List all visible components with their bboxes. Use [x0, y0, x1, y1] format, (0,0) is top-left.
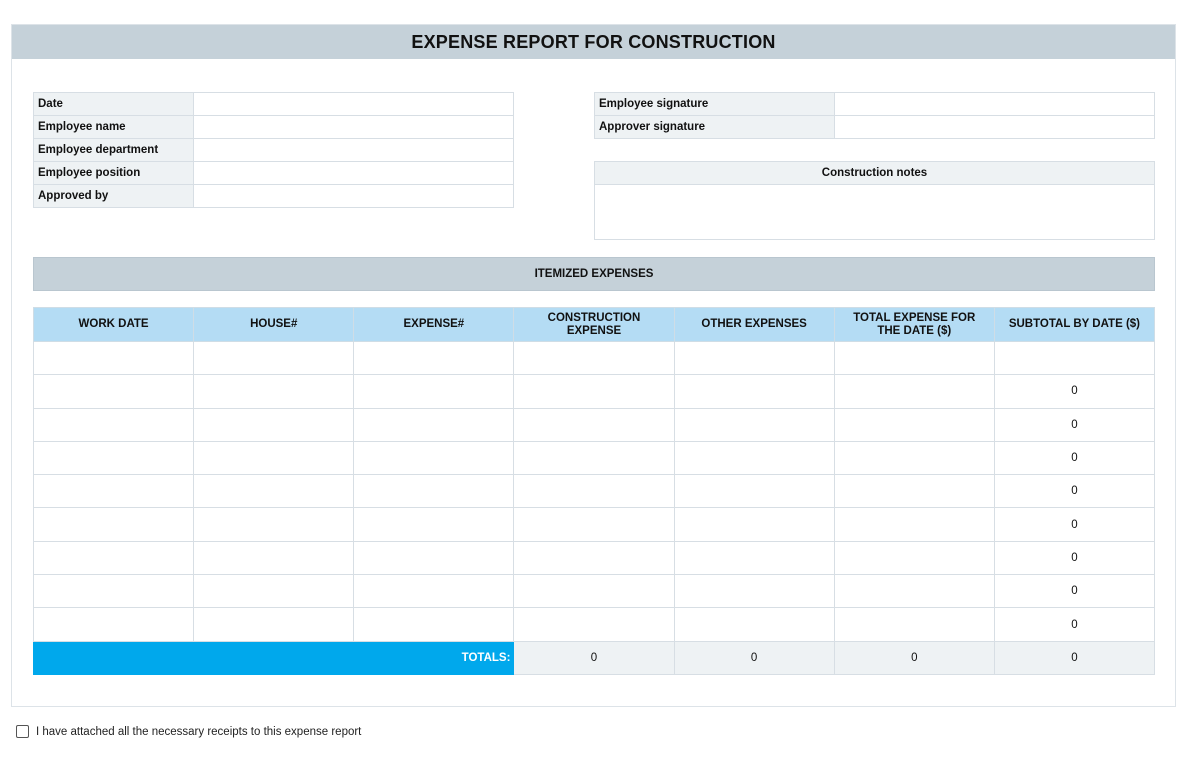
construction-expense-cell[interactable]	[514, 608, 674, 641]
construction-expense-cell[interactable]	[514, 441, 674, 474]
construction-expense-cell[interactable]	[514, 475, 674, 508]
expense-cell[interactable]	[354, 375, 514, 408]
employee-info-row	[34, 139, 514, 162]
report-title: EXPENSE REPORT FOR CONSTRUCTION	[12, 25, 1175, 59]
house-cell[interactable]	[194, 475, 354, 508]
total-expense-for-the-date-cell	[834, 408, 994, 441]
subtotal-by-date-cell: 0	[994, 375, 1154, 408]
expense-cell[interactable]	[354, 608, 514, 641]
subtotal-by-date-cell: 0	[994, 441, 1154, 474]
other-expenses-cell[interactable]	[674, 408, 834, 441]
total-expense-for-the-date-cell	[834, 375, 994, 408]
house-cell[interactable]	[194, 441, 354, 474]
work-date-cell[interactable]	[34, 342, 194, 375]
subtotal-by-date-cell: 0	[994, 608, 1154, 641]
employee-position-field[interactable]	[194, 162, 514, 185]
table-row	[34, 541, 1155, 574]
date-label: Date	[34, 93, 194, 116]
construction-expense-cell[interactable]	[514, 342, 674, 375]
itemized-expenses-table	[33, 307, 1155, 675]
work-date-cell[interactable]	[34, 608, 194, 641]
approver-signature-label: Approver signature	[595, 116, 835, 139]
expense-cell[interactable]	[354, 441, 514, 474]
approved-by-label: Approved by	[34, 185, 194, 208]
expense-cell[interactable]	[354, 541, 514, 574]
house-cell[interactable]	[194, 608, 354, 641]
itemized-expenses-header: ITEMIZED EXPENSES	[33, 257, 1155, 291]
table-row	[34, 575, 1155, 608]
house-cell[interactable]	[194, 408, 354, 441]
work-date-cell[interactable]	[34, 375, 194, 408]
total-expense-for-the-date-cell	[834, 441, 994, 474]
construction-expense-cell[interactable]	[514, 508, 674, 541]
totals-label: TOTALS:	[34, 641, 514, 674]
work-date-cell[interactable]	[34, 441, 194, 474]
expense-report-card	[11, 24, 1176, 707]
subtotal-by-date-cell: 0	[994, 508, 1154, 541]
column-header-subtotal-by-date: SUBTOTAL BY DATE ($)	[994, 308, 1154, 342]
signature-row	[595, 116, 1155, 139]
total-other-expenses: 0	[674, 641, 834, 674]
employee-signature-field[interactable]	[835, 93, 1155, 116]
expense-cell[interactable]	[354, 408, 514, 441]
date-field[interactable]	[194, 93, 514, 116]
house-cell[interactable]	[194, 342, 354, 375]
receipts-checkbox[interactable]	[16, 725, 29, 738]
signature-row	[595, 93, 1155, 116]
house-cell[interactable]	[194, 375, 354, 408]
construction-expense-cell[interactable]	[514, 575, 674, 608]
employee-info-row	[34, 116, 514, 139]
other-expenses-cell[interactable]	[674, 375, 834, 408]
work-date-cell[interactable]	[34, 408, 194, 441]
other-expenses-cell[interactable]	[674, 608, 834, 641]
work-date-cell[interactable]	[34, 541, 194, 574]
other-expenses-cell[interactable]	[674, 575, 834, 608]
other-expenses-cell[interactable]	[674, 441, 834, 474]
employee-info-row	[34, 185, 514, 208]
total-expense-for-the-date-cell	[834, 342, 994, 375]
approver-signature-field[interactable]	[835, 116, 1155, 139]
table-row	[34, 342, 1155, 375]
receipts-confirmation	[16, 725, 361, 738]
table-row	[34, 441, 1155, 474]
table-row	[34, 375, 1155, 408]
column-header-work-date: WORK DATE	[34, 308, 194, 342]
other-expenses-cell[interactable]	[674, 342, 834, 375]
table-row	[34, 475, 1155, 508]
signatures-table	[594, 92, 1155, 139]
subtotal-by-date-cell: 0	[994, 575, 1154, 608]
construction-expense-cell[interactable]	[514, 375, 674, 408]
employee-info-row	[34, 162, 514, 185]
total-expense-for-the-date-cell	[834, 541, 994, 574]
employee-info-row	[34, 93, 514, 116]
column-header-house: HOUSE#	[194, 308, 354, 342]
table-row	[34, 608, 1155, 641]
work-date-cell[interactable]	[34, 508, 194, 541]
receipts-confirmation-label: I have attached all the necessary receipts to this expense report	[36, 725, 362, 738]
construction-expense-cell[interactable]	[514, 408, 674, 441]
other-expenses-cell[interactable]	[674, 508, 834, 541]
total-expense-for-the-date-cell	[834, 508, 994, 541]
house-cell[interactable]	[194, 541, 354, 574]
employee-department-field[interactable]	[194, 139, 514, 162]
totals-row	[34, 641, 1155, 674]
column-header-expense: EXPENSE#	[354, 308, 514, 342]
total-expense-for-date: 0	[834, 641, 994, 674]
column-header-construction-expense: CONSTRUCTION EXPENSE	[514, 308, 674, 342]
total-subtotal-by-date: 0	[994, 641, 1154, 674]
construction-notes-label: Construction notes	[595, 162, 1154, 185]
subtotal-by-date-cell	[994, 342, 1154, 375]
subtotal-by-date-cell: 0	[994, 408, 1154, 441]
other-expenses-cell[interactable]	[674, 541, 834, 574]
expense-cell[interactable]	[354, 575, 514, 608]
approved-by-field[interactable]	[194, 185, 514, 208]
employee-signature-label: Employee signature	[595, 93, 835, 116]
employee-name-field[interactable]	[194, 116, 514, 139]
employee-position-label: Employee position	[34, 162, 194, 185]
subtotal-by-date-cell: 0	[994, 541, 1154, 574]
expense-cell[interactable]	[354, 508, 514, 541]
total-expense-for-the-date-cell	[834, 575, 994, 608]
house-cell[interactable]	[194, 508, 354, 541]
construction-expense-cell[interactable]	[514, 541, 674, 574]
subtotal-by-date-cell: 0	[994, 475, 1154, 508]
employee-department-label: Employee department	[34, 139, 194, 162]
construction-notes-field[interactable]	[595, 185, 1154, 240]
house-cell[interactable]	[194, 575, 354, 608]
total-expense-for-the-date-cell	[834, 475, 994, 508]
expense-cell[interactable]	[354, 475, 514, 508]
construction-notes	[594, 161, 1155, 240]
expense-cell[interactable]	[354, 342, 514, 375]
work-date-cell[interactable]	[34, 475, 194, 508]
other-expenses-cell[interactable]	[674, 475, 834, 508]
employee-name-label: Employee name	[34, 116, 194, 139]
employee-info-table	[33, 92, 514, 208]
table-row	[34, 508, 1155, 541]
work-date-cell[interactable]	[34, 575, 194, 608]
column-header-total-expense-for-the-date: TOTAL EXPENSE FOR THE DATE ($)	[834, 308, 994, 342]
total-expense-for-the-date-cell	[834, 608, 994, 641]
column-header-other-expenses: OTHER EXPENSES	[674, 308, 834, 342]
total-construction-expense: 0	[514, 641, 674, 674]
table-row	[34, 408, 1155, 441]
